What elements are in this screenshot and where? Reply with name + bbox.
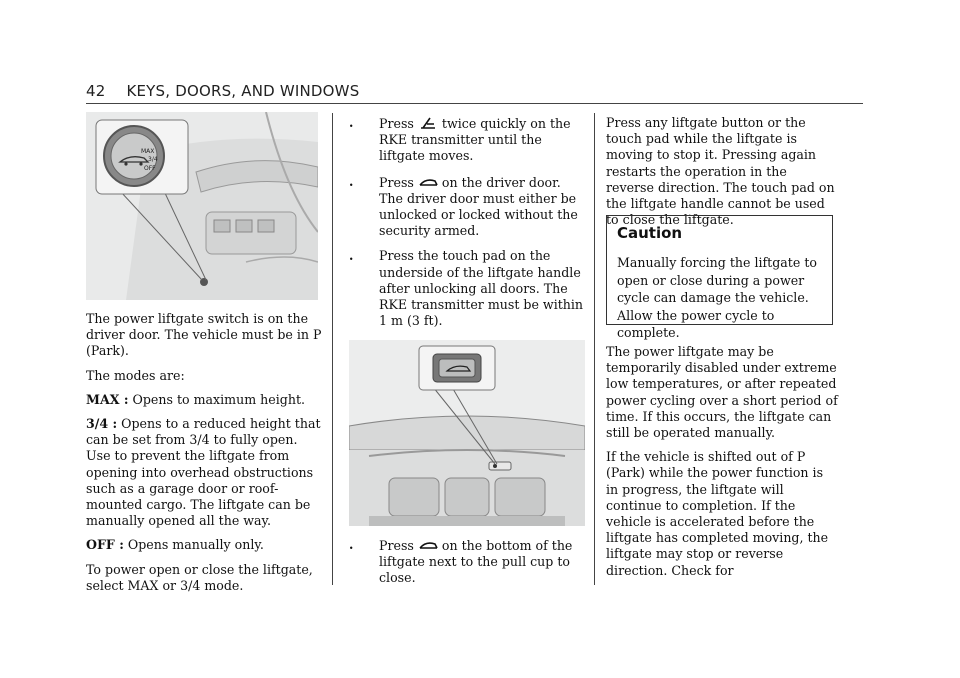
activation-list [349,115,585,329]
modes-heading: The modes are: [86,367,185,383]
switch-label-off: OFF [144,165,156,172]
liftgate-car-icon [418,537,438,553]
mode-term: 3/4 : [86,416,118,432]
liftgate-illustration [349,340,585,526]
list-item [349,115,585,165]
mode-text: Opens manually only. [123,537,264,553]
caution-text: Manually forcing the liftgate to open or close during a power cycle can damage the vehicle. Allow the power cycle to complete. [617,255,817,341]
closing-paragraph: To power open or close the liftgate, select MAX or 3/4 mode. [86,561,313,593]
bullet-text: Press the touch pad on the underside of the liftgate handle after unlocking all doors. The RKE transmitter must be within 1 m (3 ft). [379,248,584,329]
section-title: KEYS, DOORS, AND WINDOWS [126,82,360,100]
bullet-marker: . [349,173,354,189]
mode-term: MAX : [86,391,129,407]
mode-item [86,537,322,553]
intro-paragraph: The power liftgate switch is on the driver door. The vehicle must be in P (Park). [86,311,322,359]
mode-item [86,392,322,408]
bullet-text: Press [379,538,418,553]
caution-title: Caution [617,224,683,242]
mode-text: Opens to a reduced height that can be set from 3/4 to fully open. Use to prevent the liftgate from opening into overhead obstructions such as a garage door or roof-mounted cargo. The liftgate can be manually opened all the way. [86,416,321,529]
door-switch-illustration [86,112,318,300]
bullet-text: on the driver door. The driver door must either be unlocked or locked without the security armed. [379,174,578,239]
left-column [86,311,322,602]
bullet-text: Press [379,116,418,131]
liftgate-figure [349,340,585,526]
middle-column-bottom [349,537,585,596]
bullet-text: on the bottom of the liftgate next to the pull cup to close. [379,538,573,586]
bullet-text: Press [379,174,418,190]
page-number: 42 [86,82,106,100]
bullet-marker: . [349,537,354,552]
mode-item [86,416,322,529]
bullet-marker: . [349,115,354,130]
mode-text: Opens to maximum height. [128,391,306,407]
column-divider [594,113,595,585]
liftgate-key-icon [418,115,438,131]
header-rule [86,103,863,104]
liftgate-car-icon [418,174,438,190]
caution-box [606,215,833,341]
middle-column [349,115,585,338]
mode-term: OFF : [86,537,124,553]
page-header [86,82,359,100]
right-column-bottom [606,344,838,587]
list-item [349,248,585,329]
activation-list-continued [349,537,585,587]
bullet-text: twice quickly on the RKE transmitter until the liftgate moves. [379,116,571,164]
stop-paragraph: Press any liftgate button or the touch pad while the liftgate is moving to stop it. Pressing again restarts the operation in the reverse direction. The touch pad on the liftgate handle cannot be used to close the liftgate. [606,115,835,228]
temperature-paragraph: The power liftgate may be temporarily disabled under extreme low temperatures, or after repeated power cycling over a short period of time. If this occurs, the liftgate can still be operated manually. [606,344,838,441]
list-item [349,537,585,587]
switch-label-three-quarter: 3/4 [148,156,158,163]
switch-label-max: MAX [141,148,155,155]
park-paragraph: If the vehicle is shifted out of P (Park) while the power function is in progress, the liftgate will continue to completion. If the vehicle is accelerated before the liftgate has completed moving, the liftgate may stop or reverse direction. Check for [606,449,829,578]
list-item [349,174,585,240]
door-switch-figure [86,112,318,300]
bullet-marker: . [349,248,354,264]
column-divider [332,113,333,585]
